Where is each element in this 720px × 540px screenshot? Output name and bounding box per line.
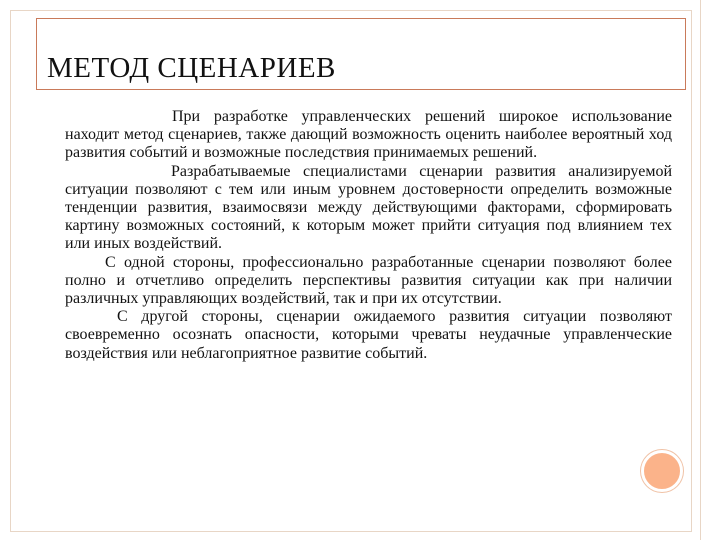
paragraph-3: С одной стороны, профессионально разработанные сценарии позволяют более полно и отчетливо определить перспективы развития ситуации как при наличии различных управляющих воздействий, так и при их отсутствии. <box>65 253 672 308</box>
decorative-circle <box>641 450 683 492</box>
slide-body <box>65 108 672 363</box>
title-box <box>36 18 686 90</box>
paragraph-1: При разработке управленческих решений широкое использование находит метод сценариев, также дающий возможность оценить наиболее вероятный ход развития событий и возможные последствия принимаемых решений. <box>65 108 672 162</box>
paragraph-4: С другой стороны, сценарии ожидаемого развития ситуации позволяют своевременно осознать опасности, которыми чреваты неудачные управленческие воздействия или неблагоприятное развитие событий. <box>65 308 672 362</box>
slide-edge-line <box>700 0 701 540</box>
slide-title: МЕТОД СЦЕНАРИЕВ <box>47 52 336 84</box>
paragraph-2: Разрабатываемые специалистами сценарии развития анализируемой ситуации позволяют с тем или иным уровнем достоверности определить возможные тенденции развития, взаимосвязи между действующими факторами, сформировать картину возможных состояний, к которым может прийти ситуация под влиянием тех или иных воздействий. <box>65 162 672 253</box>
